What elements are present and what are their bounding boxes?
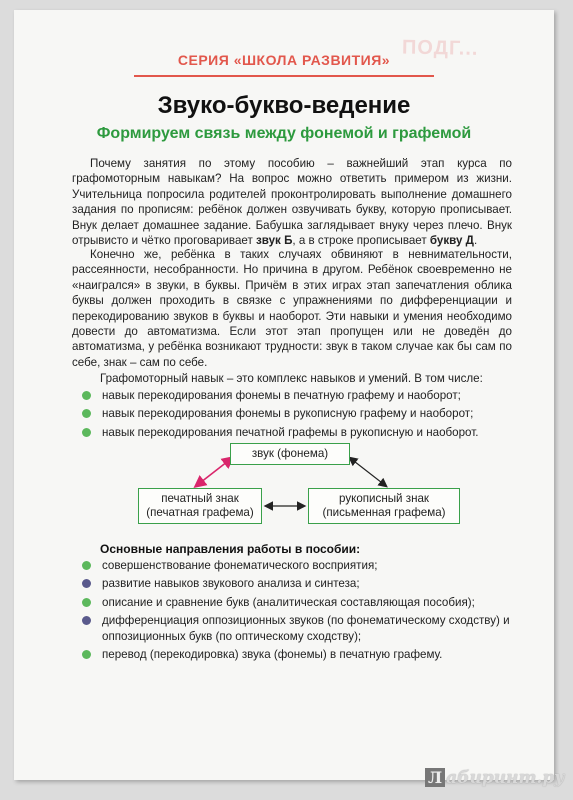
arrow-sound-hand	[350, 458, 386, 486]
list-item	[80, 576, 540, 591]
directions-list	[80, 558, 540, 665]
skills-list	[80, 388, 540, 443]
bleed-through-text: ПОДГ...	[401, 36, 479, 60]
bullet-dot-icon	[82, 579, 91, 588]
series-label: СЕРИЯ «ШКОЛА РАЗВИТИЯ»	[177, 52, 391, 68]
labirint-watermark: Л абиринт.ру	[425, 768, 564, 788]
list-item-text: перевод (перекодировка) звука (фонемы) в печатную графему.	[102, 648, 443, 662]
intro-paragraph	[72, 156, 512, 248]
list-item-text: совершенствование фонематического восприятия;	[102, 559, 378, 572]
arrow-sound-print	[196, 458, 232, 486]
bold-fragment: звук Б	[256, 234, 293, 248]
list-item	[80, 406, 540, 421]
list-item	[80, 558, 540, 573]
list-item	[80, 595, 540, 610]
bullet-dot-icon	[82, 650, 91, 659]
list-item	[80, 388, 540, 403]
skills-lead: Графомоторный навык – это комплекс навыков и умений. В том числе:	[100, 372, 483, 385]
book-page	[14, 10, 554, 780]
bullet-dot-icon	[82, 561, 91, 570]
series-underline	[134, 75, 434, 77]
directions-title: Основные направления работы в пособии:	[100, 542, 361, 556]
list-item-text: навык перекодирования печатной графемы в рукописную и наоборот.	[102, 425, 479, 439]
phoneme-grapheme-diagram	[130, 440, 470, 532]
list-item-text: развитие навыков звукового анализа и синтеза;	[102, 577, 360, 591]
list-item	[80, 613, 540, 644]
bullet-dot-icon	[82, 391, 91, 400]
text-fragment: .	[473, 234, 478, 248]
sound-phoneme-box: звук (фонема)	[230, 443, 350, 465]
printed-sign-box: печатный знак (печатная графема)	[138, 488, 262, 524]
list-item-text: навык перекодирования фонемы в печатную графему и наоборот;	[102, 389, 461, 402]
bullet-dot-icon	[82, 409, 91, 418]
text-fragment: , а в строке прописывает	[292, 234, 430, 248]
explanation-paragraph: Конечно же, ребёнка в таких случаях обвиняют в невнимательности, рассеянности, несобранности. Но причина в другом. Ребёнок своевременно не «наигрался» в звуки, в буквы. Причём в этих играх этап запечатления облика буквы должен проходить в связке с упражнениями по дифференциации и перекодированию звуков в буквы и наоборот. Эти навыки и умения необходимо довести до автоматизма. Если этот этап пропущен или не доведён до автоматизма, у ребёнка возникают трудности: звук в таком случае как бы сам по себе, знак – сам по себе.	[72, 248, 512, 369]
bullet-dot-icon	[82, 428, 91, 437]
bold-fragment: букву Д	[429, 234, 474, 248]
handwritten-sign-box: рукописный знак (письменная графема)	[308, 488, 460, 524]
list-item-text: описание и сравнение букв (аналитическая составляющая пособия);	[102, 595, 475, 609]
list-item-text: навык перекодирования фонемы в рукописную графему и наоборот;	[102, 407, 474, 421]
bullet-dot-icon	[82, 616, 91, 625]
page-title: Звуко-букво-ведение	[157, 92, 411, 119]
list-item	[80, 647, 540, 662]
list-item-text: дифференциация оппозиционных звуков (по фонематическому сходству) и оппозиционных букв (по оптическому сходству);	[102, 614, 510, 643]
bullet-dot-icon	[82, 598, 91, 607]
text-fragment: Почему занятия по этому пособию – важнейший этап курса по графомоторным навыкам? На вопрос можно ответить примером из жизни. Учительница попросила родителей проконтролировать выполнение домашнего задания по прописям: ребёнок должен озвучивать букву, которую прописывает. Внук делает домашнее задание. Бабушка заглядывает внуку через плечо. Внук отрывисто и чётко проговаривает	[72, 157, 512, 248]
list-item	[80, 425, 540, 440]
page-subtitle: Формируем связь между фонемой и графемой	[96, 125, 472, 142]
